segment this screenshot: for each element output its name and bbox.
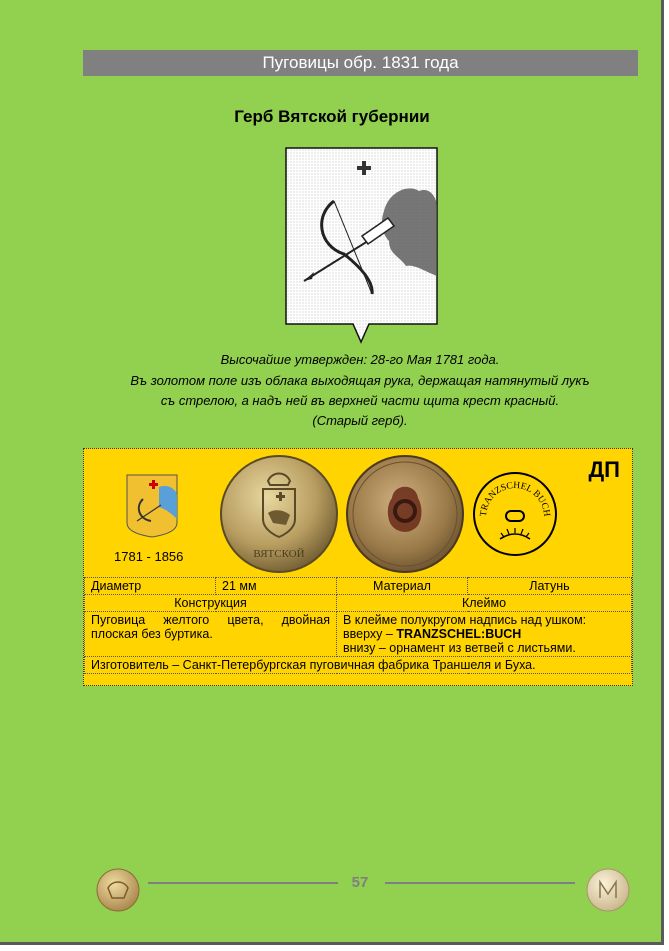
caption-line-4: (Старый герб). — [312, 413, 408, 428]
button-back-image — [344, 453, 466, 575]
maker-mark-image — [472, 471, 558, 557]
button-info-table — [84, 577, 632, 674]
right-medal-icon — [586, 868, 630, 912]
page-header: Пуговицы обр. 1831 года — [83, 50, 638, 76]
diameter-value: 21 мм — [216, 578, 337, 595]
caption-line-3: съ стрелою, а надъ ней въ верхней части щита крест красный. — [160, 393, 560, 408]
caption-line-1: Высочайше утвержден: 28-го Мая 1781 года. — [220, 352, 500, 367]
left-medal-icon — [96, 868, 140, 912]
construction-text: Пуговица желтого цвета, двойная плоская без буртика. — [85, 612, 337, 657]
button-card — [83, 448, 633, 686]
small-coat-of-arms-icon — [125, 473, 179, 539]
material-value: Латунь — [468, 578, 632, 595]
table-row — [85, 578, 632, 595]
mark-line-1: В клейме полукругом надпись над ушком: — [343, 613, 587, 627]
footer-line-left — [148, 882, 338, 884]
construction-label: Конструкция — [85, 595, 337, 612]
mark-arc-text: TRANZSCHEL BUCH — [478, 480, 552, 518]
table-row — [85, 612, 632, 657]
card-badge: ДП — [588, 457, 620, 482]
coat-of-arms-image — [284, 146, 439, 344]
section-title: Герб Вятской губернии — [234, 107, 430, 126]
material-label: Материал — [337, 578, 468, 595]
maker-text: Изготовитель – Санкт-Петербургская пуговичная фабрика Траншеля и Буха. — [85, 657, 632, 674]
footer-line-right — [385, 882, 575, 884]
caption-line-2: Въ золотом поле изъ облака выходящая рука, держащая натянутый лукъ — [130, 373, 590, 388]
mark-line-3: внизу – орнамент из ветвей с листьями. — [343, 641, 576, 655]
mark-line-2 — [343, 627, 625, 641]
mark-description — [337, 612, 632, 657]
button-front-text: ВЯТСКОЙ — [253, 548, 305, 560]
button-front-image — [218, 453, 340, 575]
mark-label: Клеймо — [337, 595, 632, 612]
mark-line-2-bold: TRANZSCHEL:BUCH — [396, 627, 522, 641]
table-row — [85, 657, 632, 674]
years-label: 1781 - 1856 — [114, 549, 184, 564]
mark-line-2-prefix: вверху – — [343, 627, 397, 641]
diameter-label: Диаметр — [85, 578, 216, 595]
page-number: 57 — [351, 874, 369, 891]
table-row — [85, 595, 632, 612]
